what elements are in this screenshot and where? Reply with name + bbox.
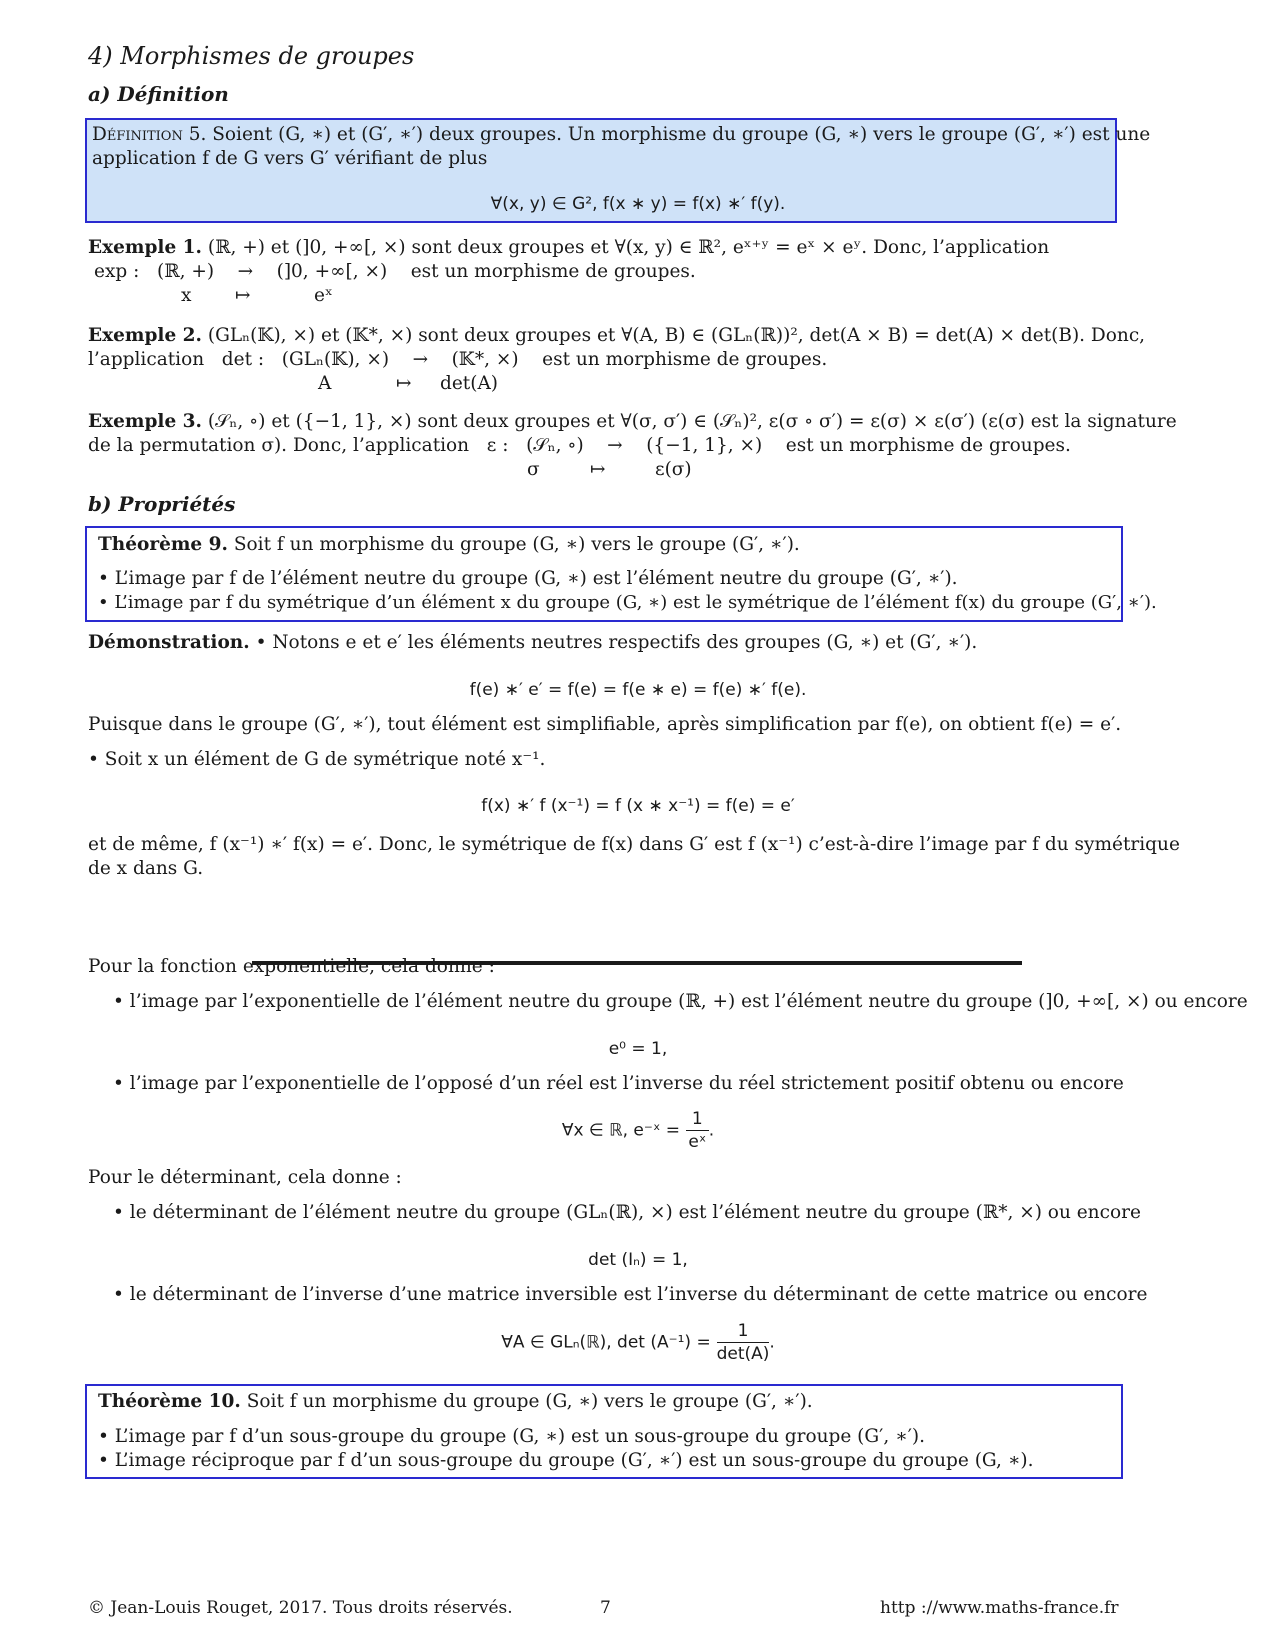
example3-line: [88, 410, 1188, 434]
demo-line1-text: • Notons e et e′ les éléments neutres respectifs des groupes (G, ∗) et (G′, ∗′).: [255, 632, 978, 653]
theorem9-item1: • L’image par f de l’élément neutre du groupe (G, ∗) est l’élément neutre du groupe (G′, ∗′).: [98, 568, 958, 589]
expo-intro: Pour la fonction exponentielle, cela donne :: [88, 956, 495, 977]
example1-map-x: x: [181, 285, 192, 306]
example3-label: Exemple 3.: [88, 411, 202, 432]
example1-text: (ℝ, +) et (]0, +∞[, ×) sont deux groupes et ∀(x, y) ∈ ℝ², eˣ⁺ʸ = eˣ × eʸ. Donc, l’application: [207, 237, 1050, 258]
det-formula2: [88, 1320, 1188, 1365]
example2-text: (GLₙ(𝕂), ×) et (𝕂*, ×) sont deux groupes et ∀(A, B) ∈ (GLₙ(ℝ))², det(A × B) = det(A) × det(B). Donc,: [207, 325, 1146, 346]
demo-label: Démonstration.: [88, 632, 250, 653]
definition-text1: Soient (G, ∗) et (G′, ∗′) deux groupes. Un morphisme du groupe (G, ∗) vers le groupe (G′, ∗′) est une: [212, 124, 1151, 145]
example2-map-top: l’application det : (GLₙ(𝕂), ×) → (𝕂*, ×) est un morphisme de groupes.: [88, 349, 828, 370]
example2-map-det: det(A): [440, 373, 499, 394]
theorem9-intro-line: [98, 533, 1198, 557]
demo-formula2: f(x) ∗′ f (x⁻¹) = f (x ∗ x⁻¹) = f(e) = e′: [481, 796, 795, 816]
theorem10-item2: • L’image réciproque par f d’un sous-groupe du groupe (G′, ∗′) est un sous-groupe du groupe (G, ∗).: [98, 1450, 1034, 1471]
det-item2: • le déterminant de l’inverse d’une matrice inversible est l’inverse du déterminant de cette matrice ou encore: [113, 1284, 1148, 1305]
expo-formula2-frac: [686, 1108, 709, 1153]
demo-line2: Puisque dans le groupe (G′, ∗′), tout élément est simplifiable, après simplification par f(e), on obtient f(e) = e′.: [88, 714, 1122, 735]
theorem10-label: Théorème 10.: [98, 1391, 241, 1412]
example2-map-arrow: ↦: [396, 373, 412, 394]
det-formula2-left: ∀A ∈ GLₙ(ℝ), det (A⁻¹) =: [501, 1332, 711, 1353]
det-formula2-den: det(A): [716, 1344, 770, 1364]
example1-map-top: exp : (ℝ, +) → (]0, +∞[, ×) est un morphisme de groupes.: [94, 261, 696, 282]
demo-line4: et de même, f (x⁻¹) ∗′ f(x) = e′. Donc, le symétrique de f(x) dans G′ est f (x⁻¹) c’est-à-dire l’image par f du symétrique: [88, 834, 1180, 855]
expo-item1: • l’image par l’exponentielle de l’élément neutre du groupe (ℝ, +) est l’élément neutre du groupe (]0, +∞[, ×) ou encore: [113, 991, 1248, 1012]
example1-map-ex: eˣ: [314, 285, 333, 306]
theorem10-intro: Soit f un morphisme du groupe (G, ∗) vers le groupe (G′, ∗′).: [246, 1391, 813, 1412]
example3-text: (𝒮ₙ, ∘) et ({−1, 1}, ×) sont deux groupes et ∀(σ, σ′) ∈ (𝒮ₙ)², ε(σ ∘ σ′) = ε(σ) × ε(σ′) (ε(σ) est la signature: [207, 411, 1177, 432]
example2-label: Exemple 2.: [88, 325, 202, 346]
expo-formula2-end: .: [708, 1120, 715, 1141]
expo-formula2-left: ∀x ∈ ℝ, e⁻ˣ =: [561, 1120, 681, 1141]
example1-label: Exemple 1.: [88, 237, 202, 258]
det-formula2-end: .: [769, 1332, 775, 1353]
example3-map-sigma: σ: [527, 459, 540, 480]
example1-map-arrow: ↦: [235, 285, 251, 306]
det-formula2-num: 1: [717, 1320, 770, 1343]
det-item1: • le déterminant de l’élément neutre du groupe (GLₙ(ℝ), ×) est l’élément neutre du groupe (ℝ*, ×) ou encore: [113, 1202, 1141, 1223]
det-formula2-frac: [717, 1320, 770, 1365]
demo-line5: de x dans G.: [88, 858, 204, 879]
demo-line1: [88, 631, 1188, 655]
footer-page-number: 7: [600, 1598, 611, 1618]
theorem10-item1: • L’image par f d’un sous-groupe du groupe (G, ∗) est un sous-groupe du groupe (G′, ∗′).: [98, 1426, 926, 1447]
expo-item2: • l’image par l’exponentielle de l’opposé d’un réel est l’inverse du réel strictement positif obtenu ou encore: [113, 1073, 1124, 1094]
example3-map-top: de la permutation σ). Donc, l’application ε : (𝒮ₙ, ∘) → ({−1, 1}, ×) est un morphisme de groupes.: [88, 435, 1071, 456]
definition-label: Définition 5.: [92, 124, 207, 145]
footer-url[interactable]: http ://www.maths-france.fr: [880, 1598, 1119, 1618]
theorem10-intro-line: [98, 1390, 1198, 1414]
demo-line3: • Soit x un élément de G de symétrique noté x⁻¹.: [88, 749, 546, 770]
demo-formula1: f(e) ∗′ e′ = f(e) = f(e ∗ e) = f(e) ∗′ f(e).: [469, 680, 807, 700]
definition-formula: ∀(x, y) ∈ G², f(x ∗ y) = f(x) ∗′ f(y).: [490, 194, 786, 214]
subsection-a-title: a) Définition: [88, 82, 229, 106]
definition-text2: application f de G vers G′ vérifiant de plus: [92, 148, 488, 169]
theorem9-intro: Soit f un morphisme du groupe (G, ∗) vers le groupe (G′, ∗′).: [233, 534, 800, 555]
example3-map-eps: ε(σ): [655, 459, 692, 480]
theorem9-item2: • L’image par f du symétrique d’un élément x du groupe (G, ∗) est le symétrique de l’élément f(x) du groupe (G′, ∗′).: [98, 592, 1157, 613]
footer-copyright: © Jean-Louis Rouget, 2017. Tous droits réservés.: [88, 1598, 513, 1618]
expo-formula1: e⁰ = 1,: [608, 1039, 668, 1059]
example2-map-a: A: [318, 373, 332, 394]
definition-line1: [92, 123, 1192, 147]
expo-formula2-num: 1: [686, 1108, 709, 1131]
expo-formula2: [88, 1108, 1188, 1153]
subsection-b-title: b) Propriétés: [88, 492, 236, 516]
example3-map-arrow: ↦: [590, 459, 606, 480]
section-title: 4) Morphismes de groupes: [88, 42, 415, 70]
expo-formula2-den: eˣ: [688, 1132, 707, 1152]
det-formula1: det (Iₙ) = 1,: [588, 1250, 688, 1270]
example1-line: [88, 236, 1188, 260]
det-intro: Pour le déterminant, cela donne :: [88, 1167, 402, 1188]
example2-line: [88, 324, 1188, 348]
theorem9-label: Théorème 9.: [98, 534, 228, 555]
